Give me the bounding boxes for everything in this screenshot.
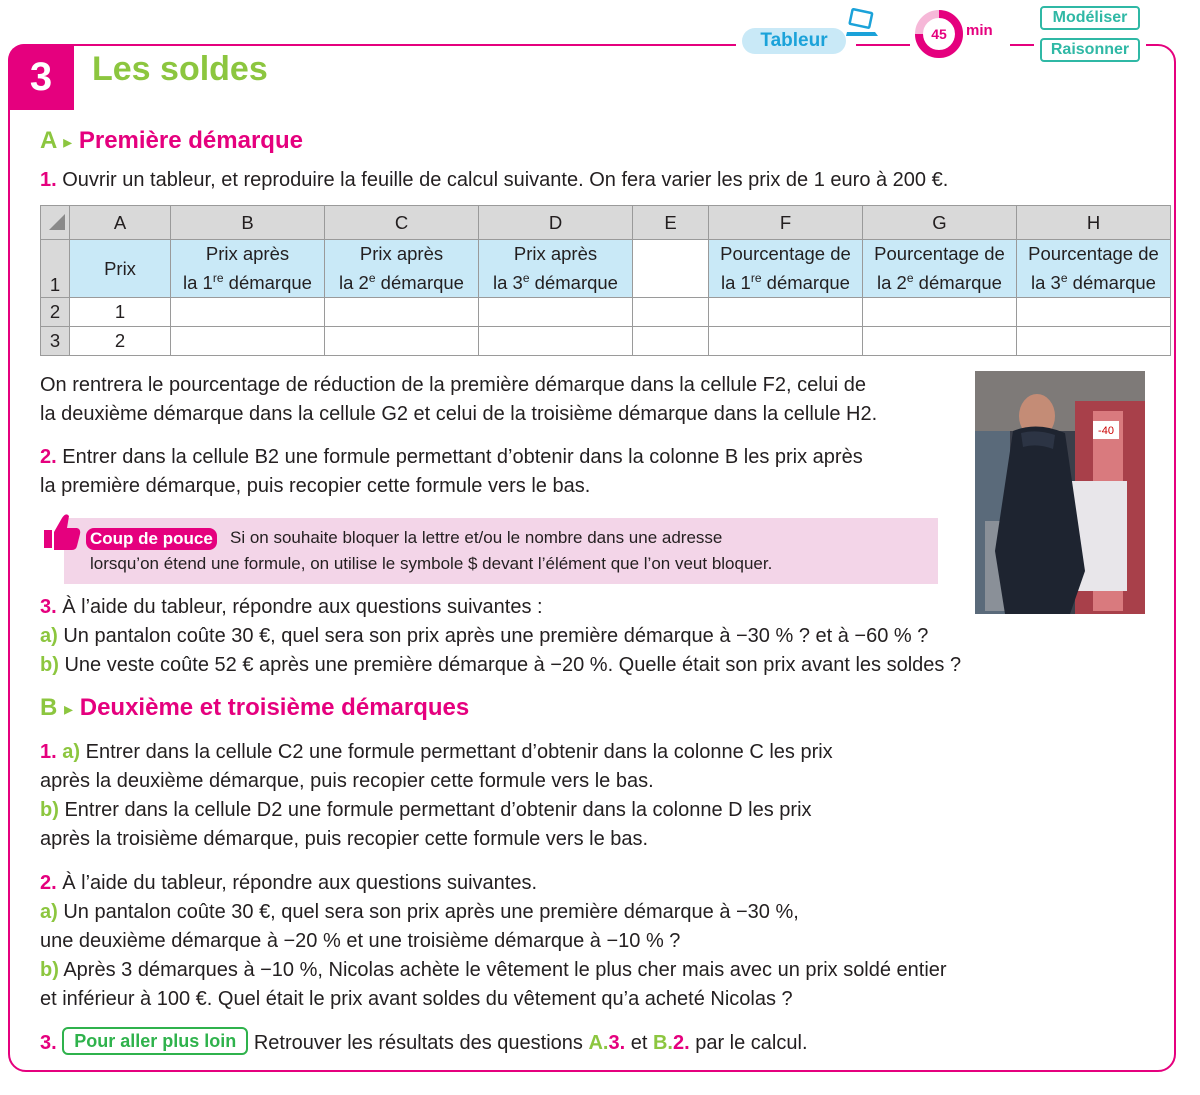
cell-d1-line2b: démarque	[529, 272, 618, 294]
row-header-2: 2	[41, 298, 70, 327]
b-q2-text: À l’aide du tableur, répondre aux questions suivantes.	[62, 872, 538, 894]
go-further-badge: Pour aller plus loin	[62, 1027, 248, 1055]
cell-f1-sup: re	[750, 270, 762, 285]
exercise-number: 3	[8, 44, 74, 110]
cell-g1	[863, 240, 1017, 298]
a-q3a-label: a)	[40, 625, 58, 647]
cell-f3	[709, 327, 863, 356]
section-a-heading	[40, 127, 303, 155]
cell-d1-line1: Prix après	[513, 242, 598, 264]
b-q1a-line2: après la deuxième démarque, puis recopier cette formule vers le bas.	[40, 770, 654, 792]
cell-c1-sup: e	[368, 270, 376, 285]
cell-c2	[325, 298, 479, 327]
cell-f2	[709, 298, 863, 327]
a-q3b-text: Une veste coûte 52 € après une première démarque à −20 %. Quelle était son prix avant les soldes ?	[64, 654, 962, 676]
tag-raisonner: Raisonner	[1040, 38, 1140, 62]
a-q3-number: 3.	[40, 596, 57, 618]
cell-h3	[1017, 327, 1171, 356]
cell-b1-line2b: démarque	[223, 272, 312, 294]
b-q2b-line2: et inférieur à 100 €. Quel était le prix avant soldes du vêtement qu’a acheté Nicolas ?	[40, 988, 793, 1010]
b-q3-number: 3.	[40, 1032, 57, 1054]
cell-f1-line2b: démarque	[761, 272, 850, 294]
svg-text:-40: -40	[1098, 425, 1114, 437]
cell-g1-line1: Pourcentage de	[874, 242, 1005, 264]
cell-f1-line2a: la 1	[721, 272, 751, 294]
b-q1a-label: a)	[62, 741, 81, 763]
section-b-letter: B	[40, 694, 58, 721]
cell-b3	[171, 327, 325, 356]
cell-a3: 2	[70, 327, 171, 356]
cell-e2	[633, 298, 709, 327]
table-row-1	[41, 240, 1171, 298]
tag-modeliser: Modéliser	[1040, 6, 1140, 30]
photo-shopper	[975, 371, 1145, 614]
b-q1-number: 1.	[40, 741, 57, 763]
cell-h1-line2b: démarque	[1067, 272, 1156, 294]
page-title: Les soldes	[92, 50, 268, 88]
b-q3-refA-letter: A.	[588, 1032, 609, 1054]
cell-e3	[633, 327, 709, 356]
b-q3-refA-num: 3.	[608, 1032, 626, 1054]
cell-b1-line1: Prix après	[205, 242, 290, 264]
cell-d2	[479, 298, 633, 327]
cell-h2	[1017, 298, 1171, 327]
cell-b1-line2a: la 1	[183, 272, 213, 294]
section-b-arrow-icon: ▸	[64, 699, 74, 719]
a-q1-number: 1.	[40, 169, 57, 191]
row-header-3: 3	[41, 327, 70, 356]
col-header-e: E	[633, 206, 709, 240]
b-question-1	[40, 738, 833, 854]
b-question-3	[40, 1027, 808, 1058]
col-header-c: C	[325, 206, 479, 240]
cell-c1-line1: Prix après	[359, 242, 444, 264]
cell-g3	[863, 327, 1017, 356]
a-paragraph-line1: On rentrera le pourcentage de réduction de la première démarque dans la cellule F2, celui de	[40, 374, 867, 396]
table-row-3	[41, 327, 1171, 356]
cell-h1-sup: e	[1060, 270, 1068, 285]
cell-g1-line2a: la 2	[877, 272, 907, 294]
cell-d3	[479, 327, 633, 356]
a-paragraph	[40, 371, 877, 429]
table-row-2	[41, 298, 1171, 327]
a-question-1	[40, 166, 948, 195]
b-q2-number: 2.	[40, 872, 57, 894]
a-q2-line2: la première démarque, puis recopier cette formule vers le bas.	[40, 475, 591, 497]
cell-h1-line2a: la 3	[1031, 272, 1061, 294]
cell-c1-line2b: démarque	[375, 272, 464, 294]
section-a-title: Première démarque	[78, 127, 303, 154]
cell-h1	[1017, 240, 1171, 298]
b-q1b-line2: après la troisième démarque, puis recopier cette formule vers le bas.	[40, 828, 649, 850]
timer-unit: min	[966, 22, 993, 39]
cell-f1	[709, 240, 863, 298]
b-q3-and: et	[630, 1032, 648, 1054]
a-q2-number: 2.	[40, 446, 57, 468]
b-q3-refB-letter: B.	[652, 1032, 673, 1054]
cell-d1-sup: e	[522, 270, 530, 285]
b-q3-refB-num: 2.	[672, 1032, 690, 1054]
cell-b1	[171, 240, 325, 298]
laptop-icon	[844, 8, 880, 38]
b-question-2	[40, 869, 947, 1014]
select-all-corner	[41, 206, 70, 240]
cell-g1-line2b: démarque	[913, 272, 1002, 294]
cell-f1-line1: Pourcentage de	[720, 242, 851, 264]
b-q2a-label: a)	[40, 901, 58, 923]
section-b-heading	[40, 694, 469, 722]
b-q2a-line2: une deuxième démarque à −20 % et une troisième démarque à −10 % ?	[40, 930, 681, 952]
b-q2b-label: b)	[40, 959, 59, 981]
a-q1-text: Ouvrir un tableur, et reproduire la feuille de calcul suivante. On fera varier les prix de 1 euro à 200 €.	[62, 169, 949, 191]
hint-line2: lorsqu’on étend une formule, on utilise le symbole $ devant l’élément que l’on veut bloquer.	[90, 554, 773, 573]
cell-b1-sup: re	[212, 270, 224, 285]
b-q3-text: Retrouver les résultats des questions	[253, 1032, 583, 1054]
a-question-3	[40, 593, 961, 680]
col-header-d: D	[479, 206, 633, 240]
col-header-g: G	[863, 206, 1017, 240]
a-q3b-label: b)	[40, 654, 59, 676]
a-question-2	[40, 443, 863, 501]
b-q2a-line1: Un pantalon coûte 30 €, quel sera son prix après une première démarque à −30 %,	[63, 901, 799, 923]
section-a-arrow-icon: ▸	[63, 132, 73, 152]
col-header-b: B	[171, 206, 325, 240]
a-paragraph-line2: la deuxième démarque dans la cellule G2 et celui de la troisième démarque dans la cellule H2.	[40, 403, 878, 425]
a-q3a-text: Un pantalon coûte 30 €, quel sera son prix après une première démarque à −30 % ? et à −60 % ?	[63, 625, 929, 647]
col-header-h: H	[1017, 206, 1171, 240]
cell-a1: Prix	[70, 240, 171, 298]
cell-h1-line1: Pourcentage de	[1028, 242, 1159, 264]
timer-icon	[914, 9, 964, 59]
hint-title: Coup de pouce	[86, 528, 217, 550]
tool-badge: Tableur	[742, 28, 846, 54]
row-header-1: 1	[41, 240, 70, 298]
cell-a2: 1	[70, 298, 171, 327]
column-header-row	[41, 206, 1171, 240]
a-q3-text: À l’aide du tableur, répondre aux questions suivantes :	[62, 596, 543, 618]
cell-c3	[325, 327, 479, 356]
thumbs-up-icon	[42, 510, 82, 552]
cell-c1	[325, 240, 479, 298]
b-q1b-label: b)	[40, 799, 59, 821]
hint-line1: Si on souhaite bloquer la lettre et/ou le nombre dans une adresse	[230, 528, 723, 547]
spreadsheet-table	[40, 205, 1171, 356]
col-header-f: F	[709, 206, 863, 240]
cell-c1-line2a: la 2	[339, 272, 369, 294]
cell-d1-line2a: la 3	[493, 272, 523, 294]
cell-e1	[633, 240, 709, 298]
b-q1a-line1: Entrer dans la cellule C2 une formule permettant d’obtenir dans la colonne C les prix	[85, 741, 833, 763]
a-q2-line1: Entrer dans la cellule B2 une formule permettant d’obtenir dans la colonne B les prix après	[62, 446, 863, 468]
b-q1b-line1: Entrer dans la cellule D2 une formule permettant d’obtenir dans la colonne D les prix	[64, 799, 812, 821]
section-b-title: Deuxième et troisième démarques	[79, 694, 470, 721]
cell-g1-sup: e	[906, 270, 914, 285]
b-q3-end: par le calcul.	[695, 1032, 808, 1054]
col-header-a: A	[70, 206, 171, 240]
cell-b2	[171, 298, 325, 327]
section-a-letter: A	[40, 127, 57, 154]
timer-value: 45	[931, 26, 947, 42]
cell-d1	[479, 240, 633, 298]
b-q2b-line1: Après 3 démarques à −10 %, Nicolas achète le vêtement le plus cher mais avec un prix soldé entier	[63, 959, 947, 981]
cell-g2	[863, 298, 1017, 327]
